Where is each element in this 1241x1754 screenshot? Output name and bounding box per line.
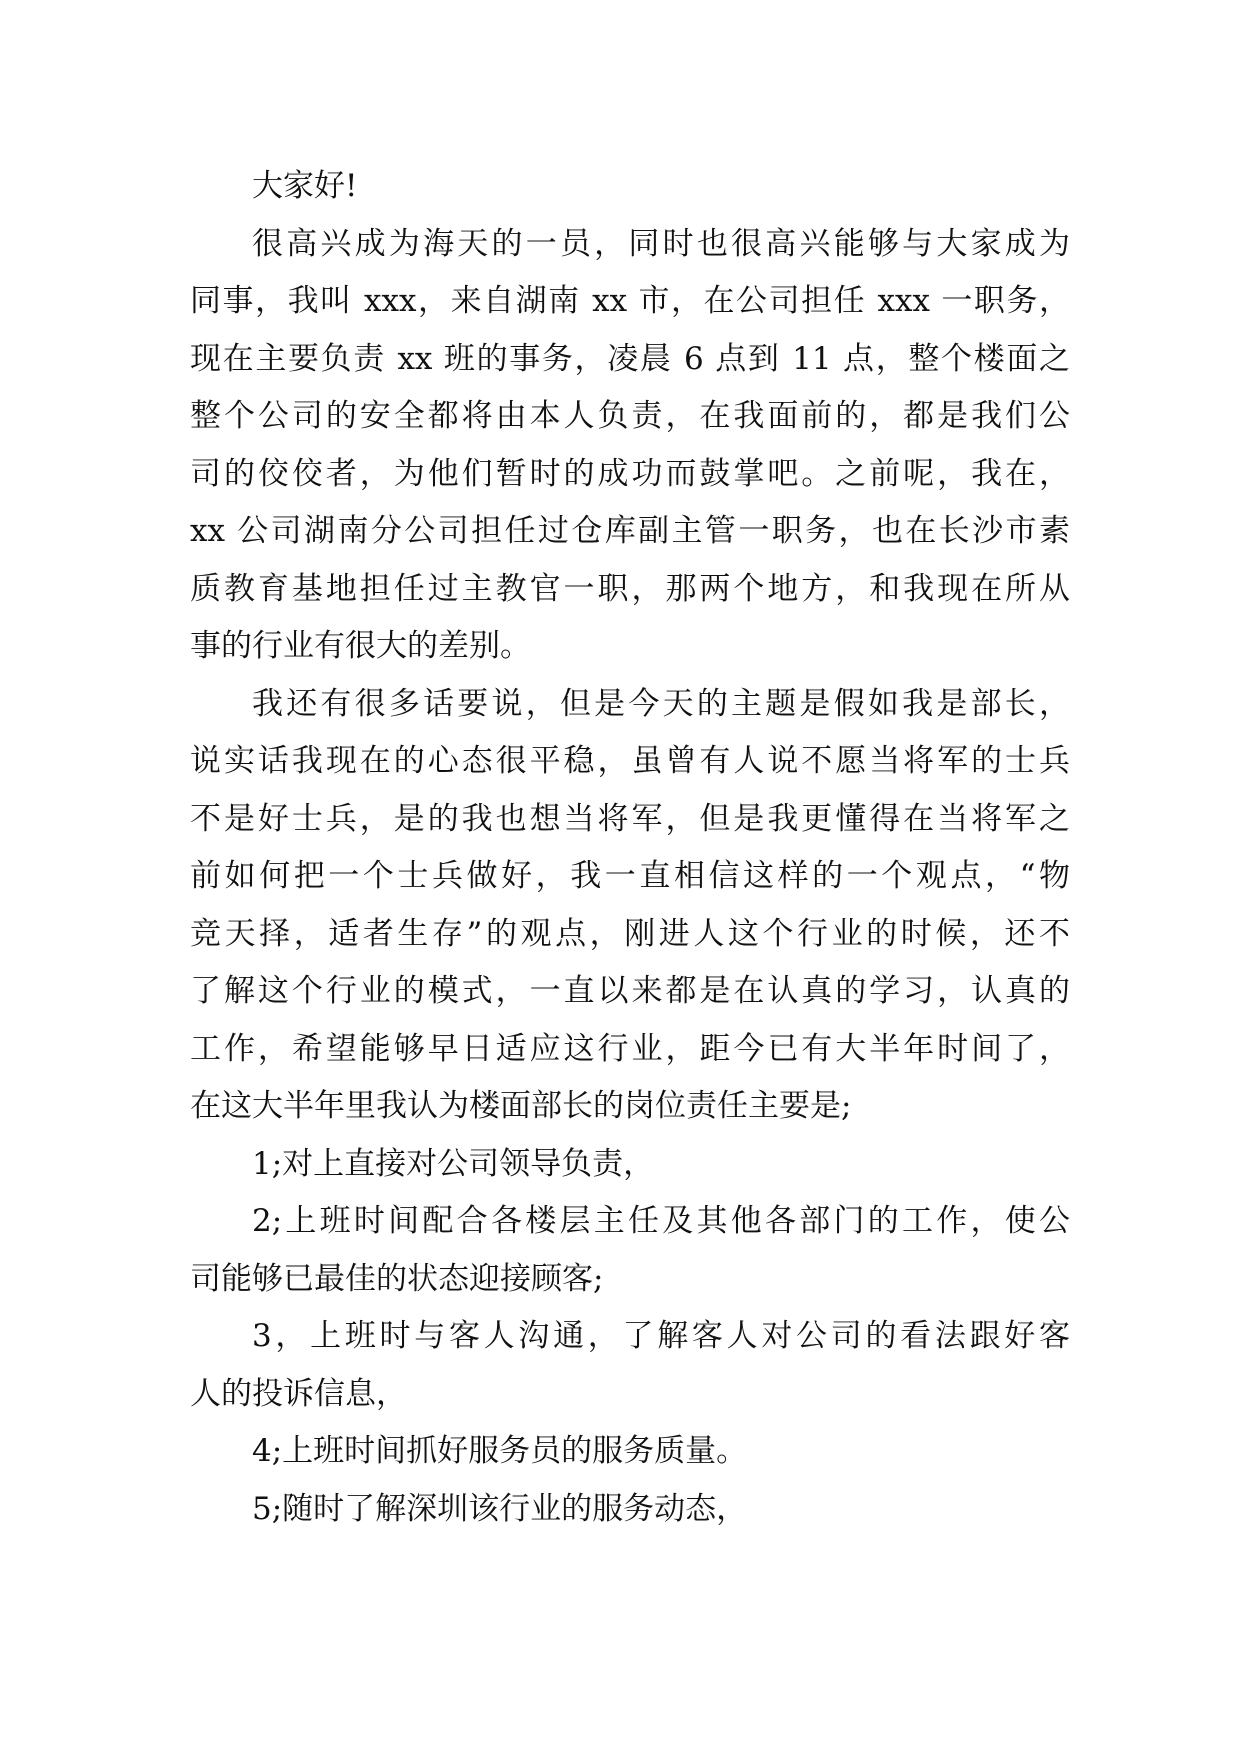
text-line: 人的投诉信息， — [190, 1375, 407, 1412]
text-line: 竞天择，适者生存”的观点，刚进人这个行业的时候，还不 — [190, 915, 1070, 952]
text-line: 同事，我叫 xxx，来自湖南 xx 市，在公司担任 xxx 一职务， — [190, 283, 1070, 319]
text-line: xx 公司湖南分公司担任过仓库副主管一职务，也在长沙市素 — [190, 513, 1070, 549]
duty-item-2 — [190, 1193, 1070, 1308]
introduction-paragraph — [190, 216, 1070, 676]
text-line: 司的佼佼者，为他们暂时的成功而鼓掌吧。之前呢，我在， — [190, 455, 1070, 492]
text-line: 很高兴成为海天的一员，同时也很高兴能够与大家成为 — [252, 225, 1070, 262]
greeting-paragraph — [190, 158, 1070, 216]
text-line: 整个公司的安全都将由本人负责，在我面前的，都是我们公 — [190, 398, 1070, 434]
text-line: 司能够已最佳的状态迎接顾客; — [190, 1260, 604, 1297]
text-line: 事的行业有很大的差别。 — [190, 628, 531, 664]
text-line: 5;随时了解深圳该行业的服务动态， — [252, 1490, 748, 1527]
text-line: 4;上班时间抓好服务员的服务质量。 — [252, 1433, 748, 1469]
duty-item-4 — [190, 1423, 1070, 1481]
text-line: 说实话我现在的心态很平稳，虽曾有人说不愿当将军的士兵 — [190, 743, 1070, 779]
text-line: 3，上班时与客人沟通，了解客人对公司的看法跟好客 — [252, 1318, 1070, 1354]
text-line: 2;上班时间配合各楼层主任及其他各部门的工作，使公 — [252, 1203, 1070, 1239]
text-line: 大家好! — [252, 168, 358, 204]
text-line: 了解这个行业的模式，一直以来都是在认真的学习，认真的 — [190, 973, 1070, 1009]
text-line: 不是好士兵，是的我也想当将军，但是我更懂得在当将军之 — [190, 800, 1070, 837]
duty-item-1 — [190, 1136, 1070, 1194]
role-paragraph — [190, 676, 1070, 1136]
text-line: 前如何把一个士兵做好，我一直相信这样的一个观点，“物 — [190, 858, 1070, 894]
duty-item-3 — [190, 1308, 1070, 1423]
text-line: 工作，希望能够早日适应这行业，距今已有大半年时间了， — [190, 1030, 1070, 1067]
text-line: 质教育基地担任过主教官一职，那两个地方，和我现在所从 — [190, 570, 1070, 607]
text-line: 现在主要负责 xx 班的事务，凌晨 6 点到 11 点，整个楼面之 — [190, 340, 1070, 377]
duty-item-5 — [190, 1481, 1070, 1539]
text-line: 1;对上直接对公司领导负责， — [252, 1145, 655, 1182]
text-line: 我还有很多话要说，但是今天的主题是假如我是部长， — [252, 685, 1070, 722]
text-line: 在这大半年里我认为楼面部长的岗位责任主要是; — [190, 1088, 852, 1124]
document-body — [190, 158, 1070, 1538]
